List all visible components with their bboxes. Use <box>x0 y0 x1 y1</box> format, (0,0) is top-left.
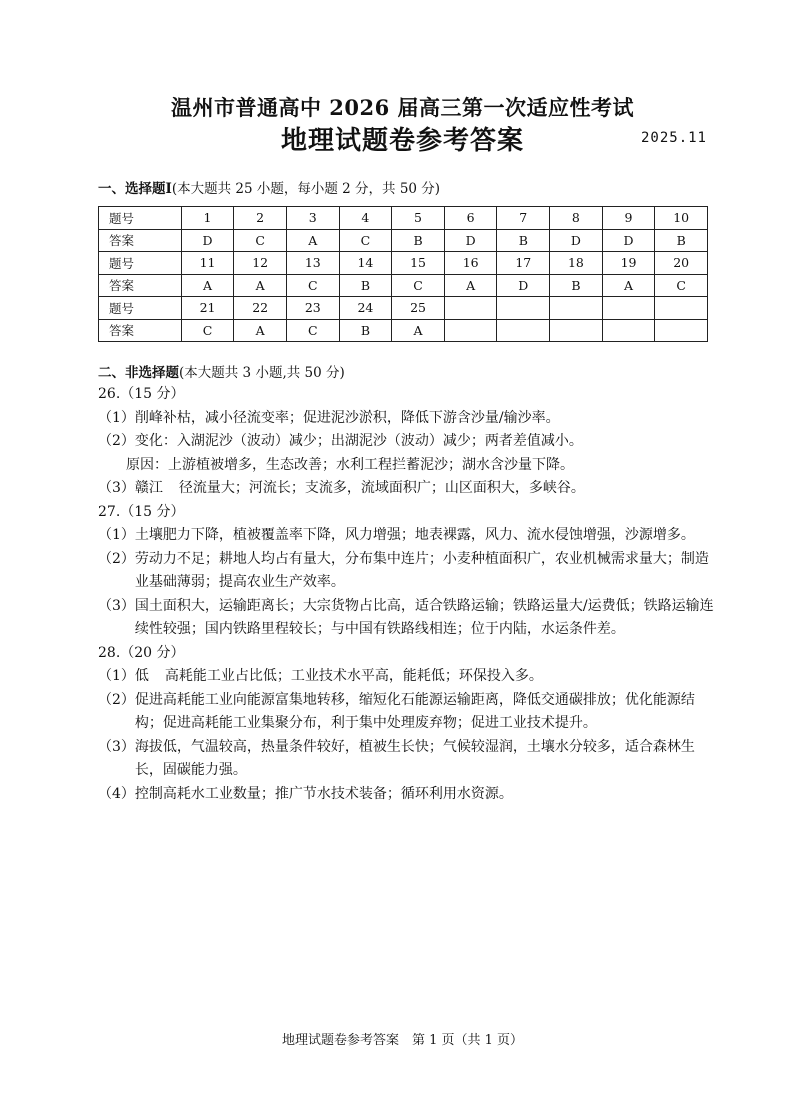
answer-table-cell <box>602 319 655 342</box>
answer-table-cell: 12 <box>234 252 287 275</box>
answer-table-row-label: 题号 <box>99 207 182 230</box>
answer-table-cell <box>602 297 655 320</box>
answer-table-cell <box>444 319 497 342</box>
answer-table-cell: 13 <box>286 252 339 275</box>
answer-table-cell: 1 <box>181 207 234 230</box>
answer-table-cell: 24 <box>339 297 392 320</box>
answer-table-row-label: 题号 <box>99 297 182 320</box>
answer-table-cell: C <box>655 274 708 297</box>
answer-table-cell: A <box>602 274 655 297</box>
answer-table-cell: 17 <box>497 252 550 275</box>
answer-table-cell: B <box>339 274 392 297</box>
answer-table-cell: 6 <box>444 207 497 230</box>
answer-table-cell: B <box>339 319 392 342</box>
q27-part1-number: （1） <box>98 527 135 543</box>
answer-table-cell: A <box>286 229 339 252</box>
q27-part2-number: （2） <box>98 550 135 567</box>
answer-table-cell: 5 <box>392 207 445 230</box>
exam-title: 温州市普通高中 2026 届高三第一次适应性考试 <box>170 95 635 120</box>
q27-part2 <box>98 548 718 595</box>
section1-note: (本大题共 25 小题，每小题 2 分，共 50 分) <box>171 181 441 197</box>
section2-title: 二、非选择题 <box>98 365 179 381</box>
q28-part4 <box>98 783 718 807</box>
q28-heading: 28.（20 分） <box>98 644 185 661</box>
answer-table-row <box>99 297 708 320</box>
q26-part2-reason: 原因：上游植被增多，生态改善；水利工程拦蓄泥沙；湖水含沙量下降。 <box>126 456 574 473</box>
answer-table-cell: B <box>655 229 708 252</box>
answer-table-cell: 3 <box>286 207 339 230</box>
q28-part4-number: （4） <box>98 785 135 802</box>
answer-table-cell: 9 <box>602 207 655 230</box>
q28-part2-text: 促进高耗能工业向能源富集地转移，缩短化石能源运输距离，降低交通碳排放；优化能源结构；促进高耗能工业集聚分布，利于集中处理废弃物；促进工业技术提升。 <box>134 691 695 731</box>
answer-table-row-label: 题号 <box>99 252 182 275</box>
q28-part2 <box>98 689 718 736</box>
answer-table-cell: C <box>286 319 339 342</box>
q26-part2-number: （2） <box>98 433 135 449</box>
q27-part1 <box>98 524 718 548</box>
q27-part2-text: 劳动力不足；耕地人均占有量大，分布集中连片；小麦种植面积广，农业机械需求量大；制造业基础薄弱；提高农业生产效率。 <box>134 550 709 590</box>
answer-table-cell: 23 <box>286 297 339 320</box>
q27-part3-text: 国土面积大，运输距离长；大宗货物占比高，适合铁路运输；铁路运量大/运费低；铁路运输连续性较强；国内铁路里程较长；与中国有铁路线相连；位于内陆，水运条件差。 <box>134 597 714 637</box>
answer-table-row <box>99 207 708 230</box>
q26-part3 <box>98 477 718 501</box>
answer-table-cell: 7 <box>497 207 550 230</box>
answer-table-cell: B <box>550 274 603 297</box>
answer-table-cell: C <box>234 229 287 252</box>
answer-table-cell: B <box>392 229 445 252</box>
section2-note: (本大题共 3 小题,共 50 分) <box>179 365 345 381</box>
answer-table-cell: C <box>392 274 445 297</box>
answer-table-cell: 15 <box>392 252 445 275</box>
q28-part1 <box>98 665 718 689</box>
answer-table-cell: 18 <box>550 252 603 275</box>
answer-table-cell: D <box>497 274 550 297</box>
q26-heading: 26.（15 分） <box>98 386 185 402</box>
answer-table-cell: D <box>602 229 655 252</box>
answer-table-cell: A <box>392 319 445 342</box>
answer-table-cell: 14 <box>339 252 392 275</box>
q28-part3-text: 海拔低，气温较高，热量条件较好，植被生长快；气候较湿润，土壤水分较多，适合森林生长，固碳能力强。 <box>134 738 695 778</box>
q26-part2-text: 变化：入湖泥沙（波动）减少；出湖泥沙（波动）减少；两者差值减小。 <box>134 433 583 449</box>
answer-table-cell <box>550 319 603 342</box>
q27-part1-text: 土壤肥力下降，植被覆盖率下降，风力增强；地表裸露，风力、流水侵蚀增强，沙源增多。 <box>134 527 695 543</box>
exam-date: 2025.11 <box>640 130 707 146</box>
q28-part1-answer: 低 <box>134 668 149 684</box>
answers-content <box>98 383 718 806</box>
q28-part4-text: 控制高耗水工业数量；推广节水技术装备；循环利用水资源。 <box>134 785 513 802</box>
answer-table-cell: C <box>286 274 339 297</box>
answer-table-cell: D <box>181 229 234 252</box>
document-title: 地理试题卷参考答案 <box>280 126 524 156</box>
answer-table-cell: 8 <box>550 207 603 230</box>
answer-table-cell <box>550 297 603 320</box>
q27-part3 <box>98 595 718 642</box>
q26-part1-text: 削峰补枯，减小径流变率；促进泥沙淤积，降低下游含沙量/输沙率。 <box>134 409 560 426</box>
answer-table-cell: 21 <box>181 297 234 320</box>
section2-heading <box>98 361 345 381</box>
answer-table-cell <box>444 297 497 320</box>
answer-table-cell: A <box>444 274 497 297</box>
q26-part1-number: （1） <box>98 409 135 426</box>
q28-part1-text: 高耗能工业占比低；工业技术水平高，能耗低；环保投入多。 <box>164 668 543 684</box>
section1-title: 一、选择题Ⅰ <box>98 181 172 197</box>
answer-table-cell <box>497 319 550 342</box>
q28-part1-number: （1） <box>98 668 135 684</box>
answer-table-cell: B <box>497 229 550 252</box>
answer-table-cell: 19 <box>602 252 655 275</box>
answer-table-cell: D <box>550 229 603 252</box>
answer-table-cell: A <box>234 319 287 342</box>
answer-table-cell: 20 <box>655 252 708 275</box>
answer-table-row <box>99 229 708 252</box>
answer-table-cell: 4 <box>339 207 392 230</box>
answer-table-cell: 22 <box>234 297 287 320</box>
answer-table-row <box>99 319 708 342</box>
answer-table-cell <box>655 319 708 342</box>
answer-table-cell: 25 <box>392 297 445 320</box>
answer-table-cell: D <box>444 229 497 252</box>
section1-heading <box>98 177 440 197</box>
q28-part3 <box>98 736 718 783</box>
q26-part2 <box>98 430 718 454</box>
q26-part3-answer: 赣江 <box>134 480 163 496</box>
answer-table-row-label: 答案 <box>99 229 182 252</box>
q26-part1 <box>98 407 718 431</box>
q28-part3-number: （3） <box>98 738 135 755</box>
answer-table-row-label: 答案 <box>99 319 182 342</box>
answer-table-cell: 2 <box>234 207 287 230</box>
answer-table-cell <box>655 297 708 320</box>
page-footer: 地理试题卷参考答案 第 1 页（共 1 页） <box>281 1033 524 1048</box>
answer-table-row <box>99 274 708 297</box>
answer-table-cell: C <box>181 319 234 342</box>
q27-heading: 27.（15 分） <box>98 503 185 520</box>
answer-table-cell: 11 <box>181 252 234 275</box>
answer-table-row-label: 答案 <box>99 274 182 297</box>
q27-part3-number: （3） <box>98 597 135 614</box>
answer-table-cell: A <box>234 274 287 297</box>
q28-part2-number: （2） <box>98 691 135 708</box>
answer-table-cell: 16 <box>444 252 497 275</box>
answer-table-cell: 10 <box>655 207 708 230</box>
q26-part3-number: （3） <box>98 480 135 496</box>
answer-table-cell: C <box>339 229 392 252</box>
q26-part3-text: 径流量大；河流长；支流多，流域面积广；山区面积大，多峡谷。 <box>178 480 585 496</box>
answer-table-cell <box>497 297 550 320</box>
answer-table-cell: A <box>181 274 234 297</box>
answer-table <box>98 206 708 342</box>
answer-table-row <box>99 252 708 275</box>
